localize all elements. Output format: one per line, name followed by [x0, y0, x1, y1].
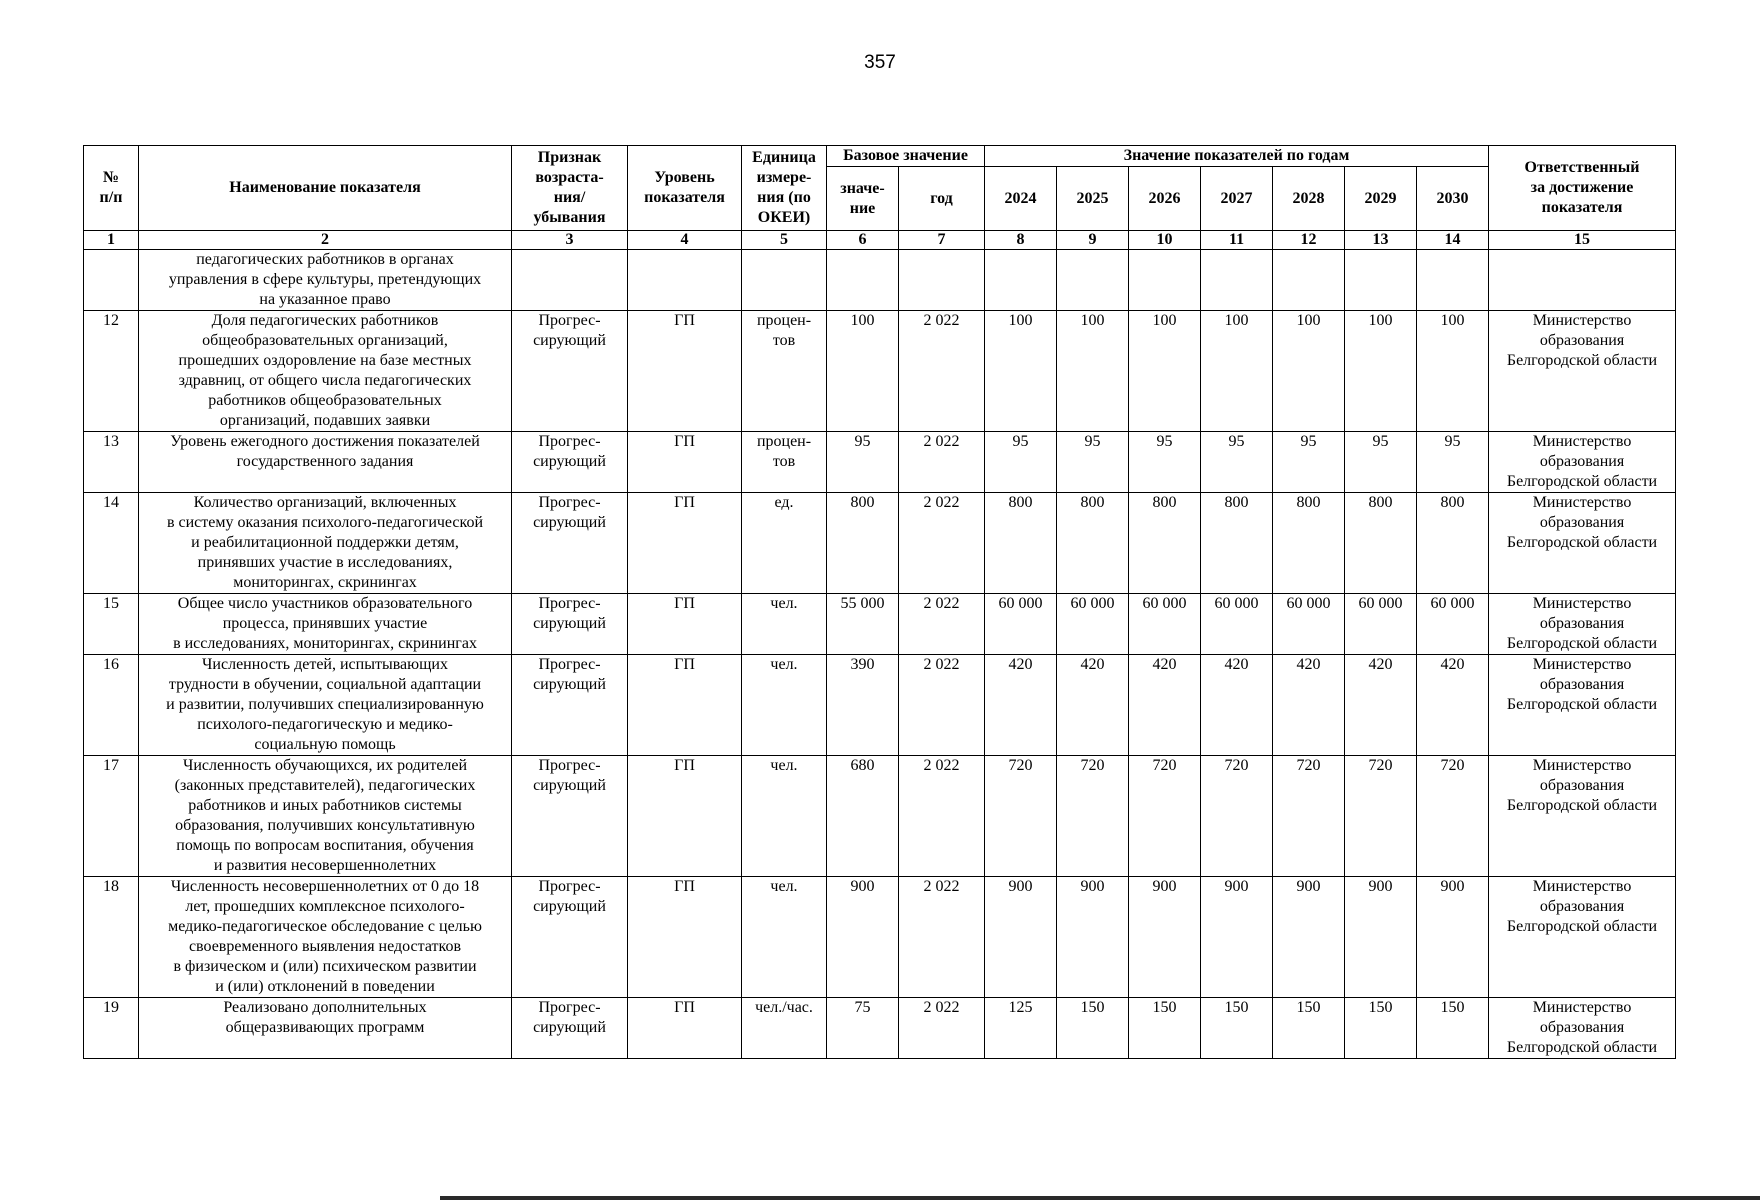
- trend-sign: Прогрес- сирующий: [512, 655, 628, 756]
- year-value-2025: 60 000: [1057, 594, 1129, 655]
- year-value-2026: 720: [1129, 756, 1201, 877]
- year-value-2024: 100: [985, 311, 1057, 432]
- scan-edge-line: [440, 1196, 1760, 1200]
- base-value: [827, 250, 899, 311]
- year-value-2024: 60 000: [985, 594, 1057, 655]
- responsible-body: Министерство образования Белгородской области: [1489, 493, 1676, 594]
- column-number: 9: [1057, 231, 1129, 250]
- year-value-2026: 420: [1129, 655, 1201, 756]
- year-value-2026: 150: [1129, 998, 1201, 1059]
- table-row: [84, 655, 1676, 756]
- year-value-2029: 95: [1345, 432, 1417, 493]
- year-value-2028: 60 000: [1273, 594, 1345, 655]
- indicator-name: Количество организаций, включенных в систему оказания психолого-педагогической и реабилитационной поддержки детям, принявших участие в исследованиях, мониторингах, скринингах: [139, 493, 512, 594]
- header-year-2026: 2026: [1129, 167, 1201, 231]
- year-value-2028: 720: [1273, 756, 1345, 877]
- table-row: [84, 877, 1676, 998]
- indicator-level: ГП: [628, 432, 742, 493]
- year-value-2030: 900: [1417, 877, 1489, 998]
- column-number: 13: [1345, 231, 1417, 250]
- year-value-2025: [1057, 250, 1129, 311]
- year-value-2027: 60 000: [1201, 594, 1273, 655]
- year-value-2030: 60 000: [1417, 594, 1489, 655]
- year-value-2026: 100: [1129, 311, 1201, 432]
- year-value-2027: [1201, 250, 1273, 311]
- page-number: 357: [864, 52, 896, 73]
- year-value-2025: 720: [1057, 756, 1129, 877]
- table-row: [84, 432, 1676, 493]
- year-value-2024: 125: [985, 998, 1057, 1059]
- row-number: 19: [84, 998, 139, 1059]
- responsible-body: Министерство образования Белгородской области: [1489, 655, 1676, 756]
- base-value: 75: [827, 998, 899, 1059]
- table-row: [84, 756, 1676, 877]
- indicator-level: ГП: [628, 998, 742, 1059]
- base-value: 100: [827, 311, 899, 432]
- base-year: 2 022: [899, 756, 985, 877]
- indicator-level: ГП: [628, 756, 742, 877]
- year-value-2025: 150: [1057, 998, 1129, 1059]
- row-number: 12: [84, 311, 139, 432]
- year-value-2025: 800: [1057, 493, 1129, 594]
- trend-sign: Прогрес- сирующий: [512, 756, 628, 877]
- indicator-name: Реализовано дополнительных общеразвивающих программ: [139, 998, 512, 1059]
- row-number: 17: [84, 756, 139, 877]
- year-value-2025: 100: [1057, 311, 1129, 432]
- column-number: 4: [628, 231, 742, 250]
- year-value-2025: 900: [1057, 877, 1129, 998]
- base-year: 2 022: [899, 493, 985, 594]
- year-value-2029: 150: [1345, 998, 1417, 1059]
- row-number: [84, 250, 139, 311]
- indicator-name: Численность детей, испытывающих трудности в обучении, социальной адаптации и развитии, получивших специализированную психолого-педагогическую и медико- социальную помощь: [139, 655, 512, 756]
- header-name: Наименование показателя: [139, 146, 512, 231]
- year-value-2027: 95: [1201, 432, 1273, 493]
- trend-sign: Прогрес- сирующий: [512, 998, 628, 1059]
- year-value-2025: 420: [1057, 655, 1129, 756]
- year-value-2029: 420: [1345, 655, 1417, 756]
- base-value: 55 000: [827, 594, 899, 655]
- indicator-name: педагогических работников в органах управления в сфере культуры, претендующих на указанное право: [139, 250, 512, 311]
- year-value-2024: [985, 250, 1057, 311]
- column-number: 1: [84, 231, 139, 250]
- indicator-name: Уровень ежегодного достижения показателей государственного задания: [139, 432, 512, 493]
- responsible-body: [1489, 250, 1676, 311]
- header-responsible: Ответственный за достижение показателя: [1489, 146, 1676, 231]
- base-value: 900: [827, 877, 899, 998]
- responsible-body: Министерство образования Белгородской области: [1489, 311, 1676, 432]
- column-number: 3: [512, 231, 628, 250]
- year-value-2028: 420: [1273, 655, 1345, 756]
- year-value-2030: [1417, 250, 1489, 311]
- responsible-body: Министерство образования Белгородской области: [1489, 756, 1676, 877]
- unit-of-measure: чел.: [742, 756, 827, 877]
- year-value-2027: 800: [1201, 493, 1273, 594]
- unit-of-measure: чел.: [742, 655, 827, 756]
- column-numbers-row: [84, 231, 1676, 250]
- year-value-2029: [1345, 250, 1417, 311]
- year-value-2026: [1129, 250, 1201, 311]
- base-year: 2 022: [899, 594, 985, 655]
- row-number: 18: [84, 877, 139, 998]
- indicator-name: Общее число участников образовательного процесса, принявших участие в исследованиях, мониторингах, скринингах: [139, 594, 512, 655]
- year-value-2024: 800: [985, 493, 1057, 594]
- year-value-2027: 900: [1201, 877, 1273, 998]
- table-row: [84, 594, 1676, 655]
- base-year: 2 022: [899, 998, 985, 1059]
- header-year-2029: 2029: [1345, 167, 1417, 231]
- trend-sign: Прогрес- сирующий: [512, 877, 628, 998]
- year-value-2028: 150: [1273, 998, 1345, 1059]
- year-value-2029: 60 000: [1345, 594, 1417, 655]
- year-value-2029: 100: [1345, 311, 1417, 432]
- year-value-2030: 720: [1417, 756, 1489, 877]
- header-unit: Единица измере- ния (по ОКЕИ): [742, 146, 827, 231]
- column-number: 7: [899, 231, 985, 250]
- year-value-2025: 95: [1057, 432, 1129, 493]
- column-number: 14: [1417, 231, 1489, 250]
- header-base-value: значе- ние: [827, 167, 899, 231]
- indicator-name: Численность несовершеннолетних от 0 до 18 лет, прошедших комплексное психолого- медико-педагогическое обследование с целью своевременного выявления недостатков в физическом и (или) психическом развитии и (или) отклонений в поведении: [139, 877, 512, 998]
- year-value-2028: 900: [1273, 877, 1345, 998]
- header-sign: Признак возраста- ния/ убывания: [512, 146, 628, 231]
- indicator-level: [628, 250, 742, 311]
- indicator-level: ГП: [628, 311, 742, 432]
- unit-of-measure: чел.: [742, 877, 827, 998]
- column-number: 11: [1201, 231, 1273, 250]
- header-level: Уровень показателя: [628, 146, 742, 231]
- year-value-2024: 900: [985, 877, 1057, 998]
- year-value-2030: 420: [1417, 655, 1489, 756]
- responsible-body: Министерство образования Белгородской области: [1489, 998, 1676, 1059]
- trend-sign: Прогрес- сирующий: [512, 493, 628, 594]
- row-number: 15: [84, 594, 139, 655]
- year-value-2024: 720: [985, 756, 1057, 877]
- header-year-2025: 2025: [1057, 167, 1129, 231]
- year-value-2028: [1273, 250, 1345, 311]
- year-value-2028: 800: [1273, 493, 1345, 594]
- base-year: 2 022: [899, 655, 985, 756]
- indicator-level: ГП: [628, 493, 742, 594]
- column-number: 12: [1273, 231, 1345, 250]
- base-value: 95: [827, 432, 899, 493]
- trend-sign: Прогрес- сирующий: [512, 432, 628, 493]
- base-year: [899, 250, 985, 311]
- year-value-2029: 720: [1345, 756, 1417, 877]
- header-base-year: год: [899, 167, 985, 231]
- base-value: 800: [827, 493, 899, 594]
- indicator-level: ГП: [628, 594, 742, 655]
- table-row: [84, 250, 1676, 311]
- column-number: 8: [985, 231, 1057, 250]
- base-value: 680: [827, 756, 899, 877]
- indicator-name: Численность обучающихся, их родителей (законных представителей), педагогических работников и иных работников системы образования, получивших консультативную помощь по вопросам воспитания, обучения и развития несовершеннолетних: [139, 756, 512, 877]
- year-value-2030: 95: [1417, 432, 1489, 493]
- year-value-2027: 150: [1201, 998, 1273, 1059]
- year-value-2030: 800: [1417, 493, 1489, 594]
- year-value-2024: 420: [985, 655, 1057, 756]
- responsible-body: Министерство образования Белгородской области: [1489, 594, 1676, 655]
- unit-of-measure: ед.: [742, 493, 827, 594]
- indicator-name: Доля педагогических работников общеобразовательных организаций, прошедших оздоровление на базе местных здравниц, от общего числа педагогических работников общеобразовательных организаций, подавших заявки: [139, 311, 512, 432]
- unit-of-measure: процен- тов: [742, 311, 827, 432]
- trend-sign: [512, 250, 628, 311]
- indicator-level: ГП: [628, 655, 742, 756]
- header-years-title: Значение показателей по годам: [985, 146, 1489, 167]
- header-year-2028: 2028: [1273, 167, 1345, 231]
- header-year-2030: 2030: [1417, 167, 1489, 231]
- column-number: 10: [1129, 231, 1201, 250]
- responsible-body: Министерство образования Белгородской области: [1489, 432, 1676, 493]
- year-value-2028: 95: [1273, 432, 1345, 493]
- header-base: Базовое значение: [827, 146, 985, 167]
- column-number: 15: [1489, 231, 1676, 250]
- base-year: 2 022: [899, 877, 985, 998]
- base-year: 2 022: [899, 432, 985, 493]
- year-value-2030: 100: [1417, 311, 1489, 432]
- year-value-2026: 800: [1129, 493, 1201, 594]
- year-value-2027: 420: [1201, 655, 1273, 756]
- unit-of-measure: процен- тов: [742, 432, 827, 493]
- year-value-2027: 100: [1201, 311, 1273, 432]
- trend-sign: Прогрес- сирующий: [512, 594, 628, 655]
- year-value-2029: 900: [1345, 877, 1417, 998]
- year-value-2024: 95: [985, 432, 1057, 493]
- unit-of-measure: чел./час.: [742, 998, 827, 1059]
- column-number: 2: [139, 231, 512, 250]
- header-year-2027: 2027: [1201, 167, 1273, 231]
- responsible-body: Министерство образования Белгородской области: [1489, 877, 1676, 998]
- header-num: № п/п: [84, 146, 139, 231]
- column-number: 5: [742, 231, 827, 250]
- year-value-2028: 100: [1273, 311, 1345, 432]
- row-number: 16: [84, 655, 139, 756]
- indicator-level: ГП: [628, 877, 742, 998]
- base-value: 390: [827, 655, 899, 756]
- year-value-2026: 900: [1129, 877, 1201, 998]
- year-value-2027: 720: [1201, 756, 1273, 877]
- year-value-2026: 95: [1129, 432, 1201, 493]
- column-number: 6: [827, 231, 899, 250]
- unit-of-measure: чел.: [742, 594, 827, 655]
- unit-of-measure: [742, 250, 827, 311]
- year-value-2026: 60 000: [1129, 594, 1201, 655]
- base-year: 2 022: [899, 311, 985, 432]
- indicators-table: [83, 145, 1676, 1059]
- year-value-2030: 150: [1417, 998, 1489, 1059]
- table-row: [84, 493, 1676, 594]
- trend-sign: Прогрес- сирующий: [512, 311, 628, 432]
- row-number: 13: [84, 432, 139, 493]
- header-year-2024: 2024: [985, 167, 1057, 231]
- table-row: [84, 998, 1676, 1059]
- table-row: [84, 311, 1676, 432]
- row-number: 14: [84, 493, 139, 594]
- year-value-2029: 800: [1345, 493, 1417, 594]
